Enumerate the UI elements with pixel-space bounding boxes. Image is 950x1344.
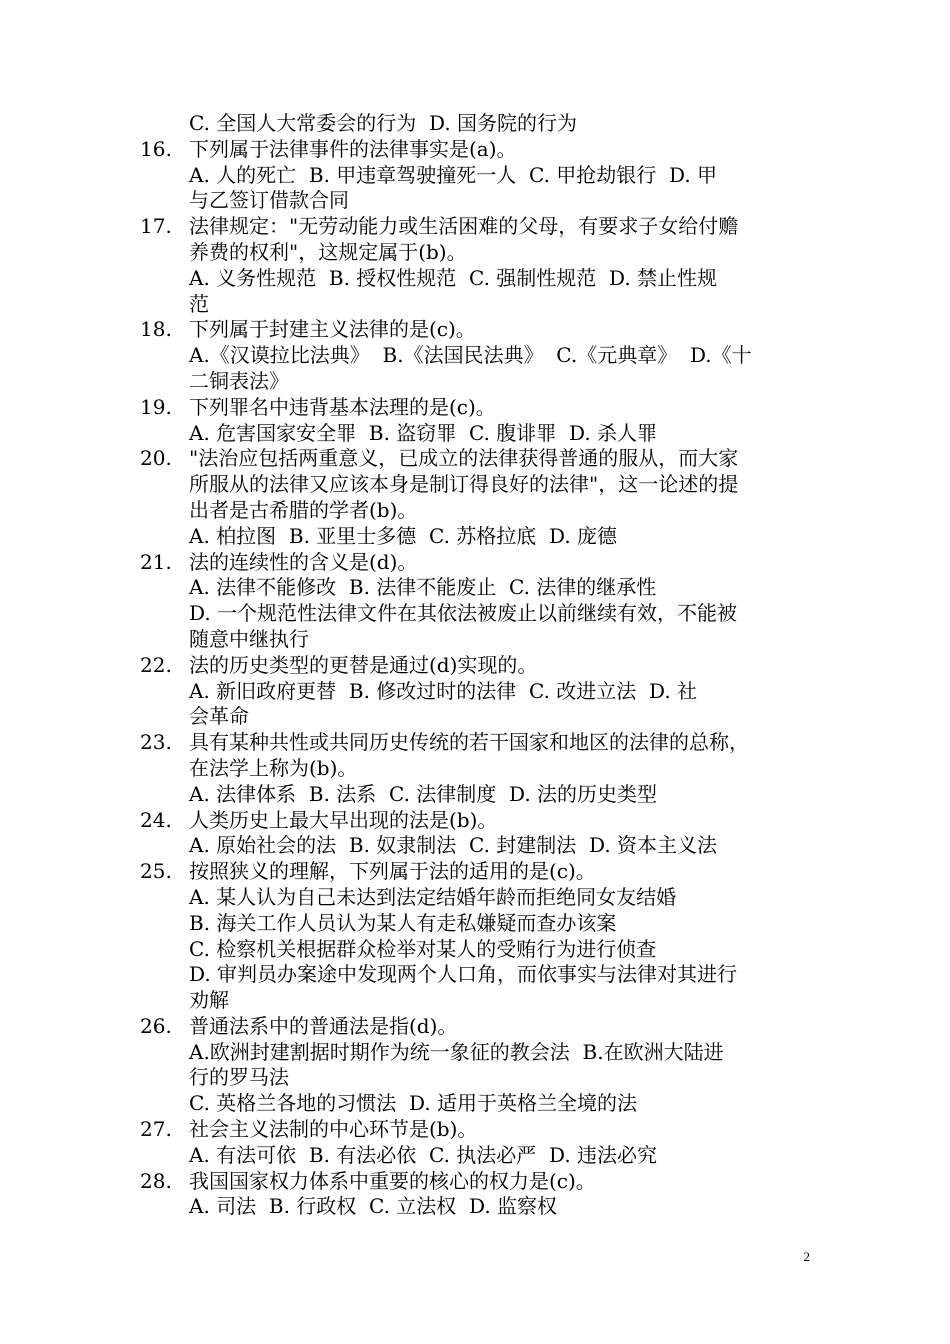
line-text: 养费的权利"，这规定属于(b)。: [189, 239, 467, 264]
text-line: [140, 782, 820, 808]
text-line: [140, 937, 820, 963]
text-line: [140, 188, 820, 214]
line-text: 普通法系中的普通法是指(d)。: [189, 1013, 458, 1038]
text-line: [140, 1143, 820, 1169]
question-line: [140, 730, 820, 756]
line-text: 按照狭义的理解，下列属于法的适用的是(c)。: [189, 859, 596, 884]
line-text: 与乙签订借款合同: [189, 188, 349, 213]
question-line: [140, 1117, 820, 1143]
line-text: D. 审判员办案途中发现两个人口角，而依事实与法律对其进行: [189, 962, 738, 987]
line-text: C. 全国人大常委会的行为 D. 国务院的行为: [189, 111, 578, 135]
line-text: 在法学上称为(b)。: [189, 755, 358, 780]
question-line: [140, 859, 820, 885]
question-line: [140, 550, 820, 576]
line-text: 人类历史上最大早出现的法是(b)。: [189, 807, 498, 832]
line-text: 法的历史类型的更替是通过(d)实现的。: [189, 652, 538, 677]
text-line: [140, 575, 820, 601]
question-number: 19.: [140, 394, 172, 419]
line-text: 法律规定："无劳动能力或生活困难的父母，有要求子女给付赡: [189, 214, 739, 239]
text-line: [140, 679, 820, 705]
text-line: [140, 962, 820, 988]
line-text: A. 义务性规范 B. 授权性规范 C. 强制性规范 D. 禁止性规: [189, 265, 718, 290]
question-line: [140, 317, 820, 343]
text-line: [140, 704, 820, 730]
line-text: A. 人的死亡 B. 甲违章驾驶撞死一人 C. 甲抢劫银行 D. 甲: [189, 162, 718, 187]
line-text: 所服从的法律又应该本身是制订得良好的法律"，这一论述的提: [189, 472, 739, 497]
question-number: 25.: [140, 859, 172, 884]
line-text: 行的罗马法: [189, 1065, 289, 1090]
line-text: 会革命: [189, 704, 249, 729]
line-text: A.《汉谟拉比法典》 B.《法国民法典》 C.《元典章》 D.《十: [189, 343, 752, 368]
line-text: A. 法律不能修改 B. 法律不能废止 C. 法律的继承性: [189, 575, 657, 600]
text-line: [140, 1040, 820, 1066]
line-text: 我国国家权力体系中重要的核心的权力是(c)。: [189, 1168, 596, 1193]
question-line: [140, 653, 820, 679]
question-number: 23.: [140, 730, 172, 755]
question-line: [140, 1169, 820, 1195]
text-line: [140, 292, 820, 318]
line-text: 下列属于封建主义法律的是(c)。: [189, 317, 476, 342]
text-line: [140, 885, 820, 911]
line-text: A. 柏拉图 B. 亚里士多德 C. 苏格拉底 D. 庞德: [189, 523, 618, 548]
text-line: [140, 1091, 820, 1117]
line-text: 劝解: [189, 988, 229, 1013]
line-text: A. 法律体系 B. 法系 C. 法律制度 D. 法的历史类型: [189, 781, 658, 806]
text-line: [140, 369, 820, 395]
text-line: [140, 627, 820, 653]
question-number: 22.: [140, 652, 172, 677]
question-number: 28.: [140, 1168, 172, 1193]
page-number: 2: [803, 1249, 810, 1264]
question-number: 20.: [140, 446, 172, 471]
text-line: [140, 266, 820, 292]
text-line: [140, 1194, 820, 1220]
question-line: [140, 395, 820, 421]
text-line: [140, 421, 820, 447]
line-text: 范: [189, 291, 209, 316]
text-line: [140, 343, 820, 369]
line-text: 出者是古希腊的学者(b)。: [189, 497, 418, 522]
question-number: 24.: [140, 807, 172, 832]
text-line: [140, 524, 820, 550]
line-text: 随意中继执行: [189, 626, 309, 651]
text-line: [140, 240, 820, 266]
line-text: 二铜表法》: [189, 368, 289, 393]
line-text: A. 某人认为自己未达到法定结婚年龄而拒绝同女友结婚: [189, 884, 677, 909]
line-text: A. 有法可依 B. 有法必依 C. 执法必严 D. 违法必究: [189, 1142, 658, 1167]
text-line: [140, 833, 820, 859]
question-list: [140, 111, 820, 1220]
question-number: 26.: [140, 1013, 172, 1038]
question-number: 16.: [140, 136, 172, 161]
question-number: 27.: [140, 1117, 172, 1142]
line-text: 下列罪名中违背基本法理的是(c)。: [189, 394, 496, 419]
line-text: D. 一个规范性法律文件在其依法被废止以前继续有效，不能被: [189, 601, 738, 626]
line-text: C. 英格兰各地的习惯法 D. 适用于英格兰全境的法: [189, 1091, 638, 1116]
line-text: A. 司法 B. 行政权 C. 立法权 D. 监察权: [189, 1194, 558, 1219]
line-text: 下列属于法律事件的法律事实是(a)。: [189, 136, 517, 161]
line-text: "法治应包括两重意义，已成立的法律获得普通的服从，而大家: [189, 446, 739, 471]
line-text: A. 新旧政府更替 B. 修改过时的法律 C. 改进立法 D. 社: [189, 678, 698, 703]
question-number: 18.: [140, 317, 172, 342]
line-text: A. 危害国家安全罪 B. 盗窃罪 C. 腹诽罪 D. 杀人罪: [189, 420, 658, 445]
text-line: [140, 1065, 820, 1091]
question-number: 21.: [140, 549, 172, 574]
text-line: [140, 163, 820, 189]
line-text: 具有某种共性或共同历史传统的若干国家和地区的法律的总称，: [189, 730, 749, 755]
text-line: [140, 911, 820, 937]
line-text: 法的连续性的含义是(d)。: [189, 549, 418, 574]
line-text: C. 检察机关根据群众检举对某人的受贿行为进行侦查: [189, 936, 657, 961]
text-line: [140, 498, 820, 524]
line-text: 社会主义法制的中心环节是(b)。: [189, 1117, 478, 1142]
text-line: [140, 111, 820, 137]
question-line: [140, 137, 820, 163]
question-line: [140, 446, 820, 472]
line-text: A.欧洲封建割据时期作为统一象征的教会法 B.在欧洲大陆进: [189, 1039, 724, 1064]
text-line: [140, 601, 820, 627]
line-text: A. 原始社会的法 B. 奴隶制法 C. 封建制法 D. 资本主义法: [189, 833, 718, 858]
question-line: [140, 808, 820, 834]
line-text: B. 海关工作人员认为某人有走私嫌疑而查办该案: [189, 910, 617, 935]
text-line: [140, 988, 820, 1014]
text-line: [140, 756, 820, 782]
question-line: [140, 214, 820, 240]
question-number: 17.: [140, 214, 172, 239]
question-line: [140, 1014, 820, 1040]
text-line: [140, 472, 820, 498]
